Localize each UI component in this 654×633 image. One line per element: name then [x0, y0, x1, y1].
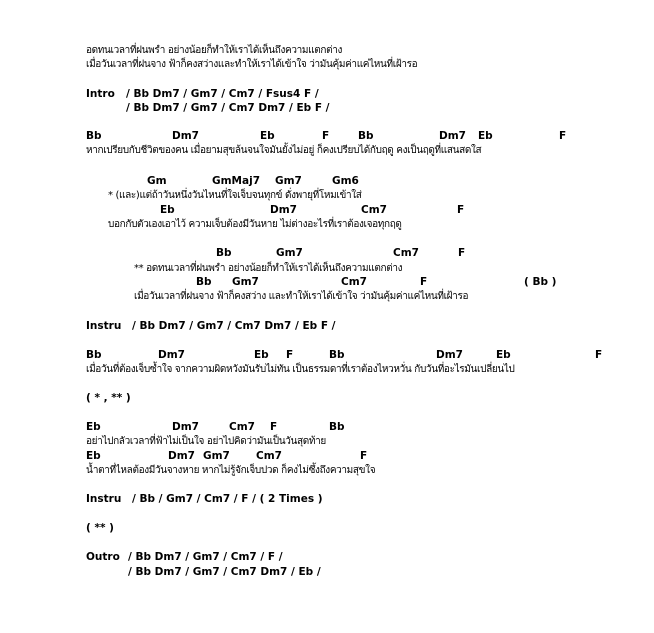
chorus-b-chord-line-1 [0, 247, 654, 260]
chord: Cm7 [361, 204, 387, 216]
chord: Dm7 [168, 450, 195, 462]
intro-label: Intro [86, 88, 115, 100]
chord: Gm [147, 175, 167, 187]
instru1-label: Instru [86, 320, 122, 332]
repeat-marker-2: ( ** ) [86, 522, 114, 534]
chord: Gm7 [203, 450, 230, 462]
instru2-label: Instru [86, 493, 122, 505]
chord: Dm7 [172, 421, 199, 433]
chord: F [270, 421, 278, 433]
chord: Dm7 [436, 349, 463, 361]
outro-progression-2: / Bb Dm7 / Gm7 / Cm7 Dm7 / Eb / [128, 566, 321, 578]
chord: Gm7 [232, 276, 259, 288]
chord: Eb [86, 421, 101, 433]
chord: Eb [478, 130, 493, 142]
chorus-a-lyric-1: * (และ)แต่ถ้าวันหนึ่งวันไหนที่ใจเจ็บจนทุกข์ ดั่งพายุที่โหมเข้าใส่ [108, 190, 362, 201]
chord: F [595, 349, 603, 361]
bridge-chord-line-1 [0, 421, 654, 434]
verse1-chord-line [0, 130, 654, 143]
chorus-b-lyric-2: เมื่อวันเวลาที่ฝนจาง ฟ้าก็คงสว่าง และทำให้เราได้เข้าใจ ว่ามันคุ้มค่าแค่ไหนที่เฝ้ารอ [134, 291, 469, 302]
chord: Dm7 [270, 204, 297, 216]
chord: Cm7 [229, 421, 255, 433]
chord: F [322, 130, 330, 142]
chord: Gm7 [276, 247, 303, 259]
chorus-a-chord-line-1 [0, 175, 654, 188]
repeat-marker-1: ( * , ** ) [86, 392, 131, 404]
outro-label: Outro [86, 551, 120, 563]
chord: F [458, 247, 466, 259]
instru1-progression: / Bb Dm7 / Gm7 / Cm7 Dm7 / Eb F / [132, 320, 336, 332]
chord: Eb [260, 130, 275, 142]
chord: Eb [160, 204, 175, 216]
chorus-b-chord-line-2 [0, 276, 654, 289]
chord: F [420, 276, 428, 288]
intro-progression-1: / Bb Dm7 / Gm7 / Cm7 / Fsus4 F / [126, 88, 319, 100]
chord: Eb [254, 349, 269, 361]
chord: Dm7 [158, 349, 185, 361]
chord: Bb [86, 130, 102, 142]
chord: Cm7 [256, 450, 282, 462]
chorus-a-lyric-2: บอกกับตัวเองเอาไว้ ความเจ็บต้องมีวันหาย ไม่ต่างอะไรที่เราต้องเจอทุกฤดู [108, 219, 402, 230]
bridge-lyric-1: อย่าไปกลัวเวลาที่ฟ้าไม่เป็นใจ อย่าไปคิดว่ามันเป็นวันสุดท้าย [86, 436, 326, 447]
chord: Dm7 [172, 130, 199, 142]
chord: Eb [496, 349, 511, 361]
chord: GmMaj7 [212, 175, 260, 187]
chord: Bb [358, 130, 374, 142]
bridge-chord-line-2 [0, 450, 654, 463]
verse2-chord-line [0, 349, 654, 362]
outro-progression-1: / Bb Dm7 / Gm7 / Cm7 / F / [128, 551, 283, 563]
chord: Gm6 [332, 175, 359, 187]
chord: F [457, 204, 465, 216]
chord: Bb [329, 421, 345, 433]
chord: Bb [329, 349, 345, 361]
instru2-progression: / Bb / Gm7 / Cm7 / F / ( 2 Times ) [132, 493, 323, 505]
chorus-b-lyric-1: ** อดทนเวลาที่ฝนพรำ อย่างน้อยก็ทำให้เราได้เห็นถึงความแตกต่าง [134, 263, 403, 274]
chord: Cm7 [393, 247, 419, 259]
chord: Dm7 [439, 130, 466, 142]
intro-lyric-line-2: เมื่อวันเวลาที่ฝนจาง ฟ้าก็คงสว่างและทำให้เราได้เข้าใจ ว่ามันคุ้มค่าแค่ไหนที่เฝ้ารอ [86, 59, 418, 70]
chord: ( Bb ) [524, 276, 557, 288]
chord: Bb [86, 349, 102, 361]
intro-progression-2: / Bb Dm7 / Gm7 / Cm7 Dm7 / Eb F / [126, 102, 330, 114]
chord: Bb [216, 247, 232, 259]
verse1-lyric: หากเปรียบกับชีวิตของคน เมื่อยามสุขล้นจนใจมันยั้งไม่อยู่ ก็คงเปรียบได้กับฤดู คงเป็นฤดูที่แสนสดใส [86, 145, 482, 156]
chord: F [286, 349, 294, 361]
chord: F [360, 450, 368, 462]
bridge-lyric-2: น้ำตาที่ไหลต้องมีวันจางหาย หากไม่รู้จักเจ็บปวด ก็คงไม่ซึ้งถึงความสุขใจ [86, 465, 376, 476]
chorus-a-chord-line-2 [0, 204, 654, 217]
chord: Eb [86, 450, 101, 462]
chord: F [559, 130, 567, 142]
intro-lyric-line-1: อดทนเวลาที่ฝนพรำ อย่างน้อยก็ทำให้เราได้เห็นถึงความแตกต่าง [86, 45, 343, 56]
chord: Bb [196, 276, 212, 288]
chord: Cm7 [341, 276, 367, 288]
verse2-lyric: เมื่อวันที่ต้องเจ็บซ้ำใจ จากความผิดหวังมันรับไม่ทัน เป็นธรรมดาที่เราต้องไหวหวั่น กับวันที่อะไรมันเปลี่ยนไป [86, 364, 515, 375]
chord: Gm7 [275, 175, 302, 187]
